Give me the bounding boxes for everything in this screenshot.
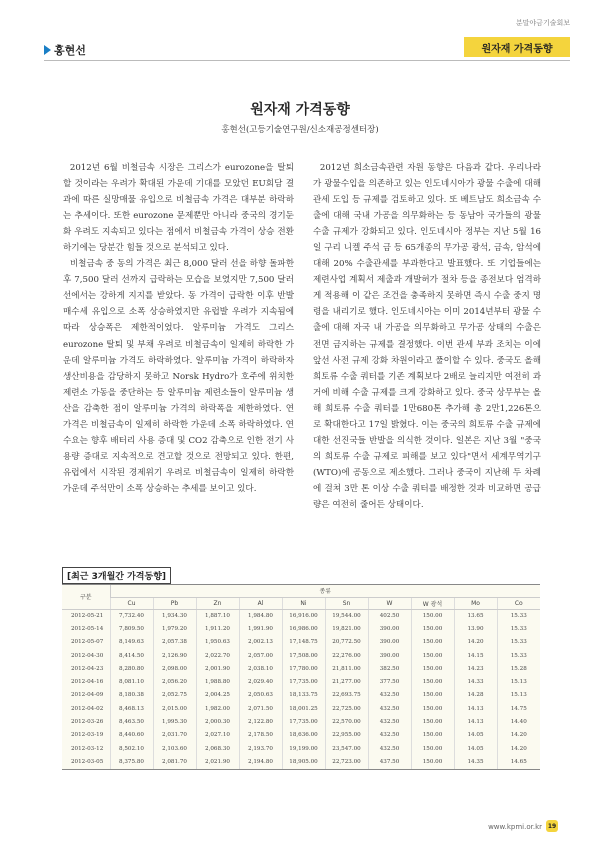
price-cell: 14.28	[454, 689, 497, 702]
price-cell: 2,027.10	[196, 729, 239, 742]
price-cell: 22,570.00	[325, 715, 368, 728]
triangle-marker-icon	[44, 45, 51, 55]
price-cell: 15.33	[497, 609, 540, 622]
price-cell: 17,780.00	[282, 662, 325, 675]
author-tag-label: 홍현선	[54, 44, 86, 57]
column-header: Cu	[110, 597, 153, 609]
price-cell: 17,508.00	[282, 649, 325, 662]
price-cell: 150.00	[411, 649, 454, 662]
price-cell: 390.00	[368, 636, 411, 649]
price-cell: 2,193.70	[239, 742, 282, 755]
table-caption: [최근 3개월간 가격동향]	[62, 567, 171, 584]
price-cell: 15.33	[497, 649, 540, 662]
price-cell: 150.00	[411, 742, 454, 755]
column-header: Al	[239, 597, 282, 609]
price-cell: 2,057.38	[153, 636, 196, 649]
price-cell: 150.00	[411, 636, 454, 649]
price-cell: 15.28	[497, 662, 540, 675]
price-cell: 16,916.00	[282, 609, 325, 622]
price-cell: 150.00	[411, 715, 454, 728]
price-cell: 20,772.50	[325, 636, 368, 649]
date-cell: 2012-03-05	[71, 758, 104, 765]
price-cell: 8,375.80	[110, 755, 153, 768]
price-cell: 2,015.00	[153, 702, 196, 715]
price-cell: 2,029.40	[239, 675, 282, 688]
table-row	[62, 742, 540, 755]
page-number: 19	[546, 820, 558, 832]
price-cell: 432.50	[368, 742, 411, 755]
price-cell: 14.33	[454, 675, 497, 688]
column-header: W	[368, 597, 411, 609]
price-cell: 8,502.10	[110, 742, 153, 755]
price-cell: 14.20	[497, 729, 540, 742]
price-cell: 16,986.00	[282, 622, 325, 635]
price-cell: 14.75	[497, 702, 540, 715]
price-cell: 8,280.80	[110, 662, 153, 675]
price-cell: 18,001.25	[282, 702, 325, 715]
price-cell: 7,732.40	[110, 609, 153, 622]
table-row	[62, 675, 540, 688]
price-cell: 390.00	[368, 649, 411, 662]
price-cell: 2,004.25	[196, 689, 239, 702]
price-cell: 150.00	[411, 609, 454, 622]
footer-url: www.kpmi.or.kr	[488, 823, 542, 831]
price-cell: 8,440.60	[110, 729, 153, 742]
price-cell: 2,001.90	[196, 662, 239, 675]
date-cell: 2012-04-30	[71, 652, 104, 659]
price-cell: 150.00	[411, 662, 454, 675]
table-row	[62, 755, 540, 768]
price-cell: 2,000.30	[196, 715, 239, 728]
price-cell: 1,982.00	[196, 702, 239, 715]
row-header: 구분	[62, 585, 110, 609]
price-cell: 432.50	[368, 715, 411, 728]
price-cell: 22,725.00	[325, 702, 368, 715]
price-cell: 15.33	[497, 636, 540, 649]
price-cell: 14.23	[454, 662, 497, 675]
price-cell: 382.50	[368, 662, 411, 675]
price-cell: 15.13	[497, 689, 540, 702]
price-cell: 8,149.63	[110, 636, 153, 649]
price-cell: 150.00	[411, 729, 454, 742]
price-table	[62, 585, 540, 769]
price-cell: 8,463.50	[110, 715, 153, 728]
price-cell: 2,071.50	[239, 702, 282, 715]
section-badge: 원자재 가격동향	[464, 37, 570, 57]
table-row	[62, 689, 540, 702]
price-cell: 22,693.75	[325, 689, 368, 702]
price-cell: 150.00	[411, 702, 454, 715]
price-cell: 23,547.00	[325, 742, 368, 755]
column-header: Pb	[153, 597, 196, 609]
price-cell: 1,991.90	[239, 622, 282, 635]
date-cell: 2012-03-12	[71, 745, 104, 752]
price-cell: 8,180.38	[110, 689, 153, 702]
price-cell: 2,194.80	[239, 755, 282, 768]
date-cell: 2012-03-26	[71, 719, 104, 726]
price-cell: 18,905.00	[282, 755, 325, 768]
table-row	[62, 649, 540, 662]
price-cell: 8,468.13	[110, 702, 153, 715]
price-cell: 15.13	[497, 675, 540, 688]
price-cell: 17,735.00	[282, 715, 325, 728]
price-cell: 15.33	[497, 622, 540, 635]
price-cell: 14.15	[454, 649, 497, 662]
price-cell: 2,056.20	[153, 675, 196, 688]
price-cell: 2,038.10	[239, 662, 282, 675]
price-cell: 14.05	[454, 729, 497, 742]
journal-name: 분말야금기술회보	[515, 19, 570, 27]
price-cell: 14.13	[454, 715, 497, 728]
paragraph: 2012년 희소금속관련 자원 동향은 다음과 같다. 우리나라가 광물수입을 의존하고 있는 인도네시아가 광물 수출에 대해 관세 도입 등 규제를 검토하고 있다. 또 베트남도 희소금속 수출에 대해 국내 가공을 의무화하는 등 동남아 국가들의 광물 수출 규제가 강화되고 있다. 인도네시아 정부는 지난 5월 16일 구리 니켈 주석 금 등 65개종의 무가공 광석, 금속, 암석에 대해 20% 수출관세를 부과한다고 발표했다. 또 기업들에는 제련사업 계획서 제출과 개발허가 절차 등을 종전보다 엄격하게 적용해 이 같은 조건을 충족하지 못하면 즉시 수출 중지 명령을 내리기로 했다. 인도네시아는 이미 2014년부터 광물 수출에 대해 자국 내 가공을 의무화하고 무가공 상태의 수출은 전면 금지하는 규제를 결정했다. 이번 관세 부과 조치는 이에 앞선 사전 규제 강화 차원이라고 풀이할 수 있다. 중국도 올해 희토류 수출 쿼터를 기존 계획보다 2배로 늘리지만 여전히 과거에 비해 수출 규제를 크게 강화하고 있다. 중국 상무부는 올해 희토류 수출 쿼터를 1만680톤 추가해 총 2만1,226톤으로 확대한다고 17일 밝혔다. 이는 중국의 희토류 수출 규제에 대한 선진국들 반발을 의식한 것이다. 일본은 지난 3월 "중국의 희토류 수출 규제로 피해를 보고 있다"면서 세계무역기구(WTO)에 공동으로 제소했다. 그러나 중국이 지난해 두 차례에 걸쳐 3만 톤 이상 수출 쿼터를 배정한 것과 비교하면 공급량은 여전히 줄어든 상태이다.	[313, 163, 541, 510]
date-cell: 2012-05-07	[71, 639, 104, 646]
column-header: Sn	[325, 597, 368, 609]
price-cell: 1,934.30	[153, 609, 196, 622]
price-cell: 21,811.00	[325, 662, 368, 675]
price-cell: 2,031.70	[153, 729, 196, 742]
table-row	[62, 609, 540, 622]
price-cell: 2,057.00	[239, 649, 282, 662]
price-cell: 150.00	[411, 675, 454, 688]
price-cell: 14.13	[454, 702, 497, 715]
price-cell: 17,735.00	[282, 675, 325, 688]
table-row	[62, 636, 540, 649]
paragraph: 2012년 6월 비철금속 시장은 그리스가 eurozone을 탈퇴할 것이라는 우려가 확대된 가운데 기대를 모았던 EU회담 결과에 따른 실망매물 유입으로 비철금속 가격은 대부분 하락하는 추세이다. 또한 eurozone 문제뿐만 아니라 중국의 경기둔화 우려도 지속되고 있다는 점에서 비철금속 가격이 상승 전환하기에는 당분간 힘들 것으로 분석되고 있다.	[63, 163, 294, 254]
price-cell: 150.00	[411, 755, 454, 768]
author-tag	[44, 42, 86, 58]
price-cell: 8,081.10	[110, 675, 153, 688]
price-cell: 18,133.75	[282, 689, 325, 702]
price-cell: 150.00	[411, 689, 454, 702]
price-cell: 22,276.00	[325, 649, 368, 662]
price-cell: 2,068.30	[196, 742, 239, 755]
price-cell: 2,103.60	[153, 742, 196, 755]
header-divider	[44, 60, 570, 61]
price-cell: 1,887.10	[196, 609, 239, 622]
price-cell: 2,098.00	[153, 662, 196, 675]
price-cell: 7,809.50	[110, 622, 153, 635]
price-cell: 2,122.80	[239, 715, 282, 728]
article-title: 원자재 가격동향	[250, 102, 350, 118]
price-cell: 14.05	[454, 742, 497, 755]
price-cell: 1,988.80	[196, 675, 239, 688]
price-cell: 2,126.90	[153, 649, 196, 662]
column-header: Zn	[196, 597, 239, 609]
price-cell: 2,021.90	[196, 755, 239, 768]
price-cell: 19,544.00	[325, 609, 368, 622]
price-table-container	[62, 584, 540, 770]
price-cell: 2,050.63	[239, 689, 282, 702]
price-cell: 432.50	[368, 689, 411, 702]
price-cell: 1,911.20	[196, 622, 239, 635]
price-cell: 402.50	[368, 609, 411, 622]
table-row	[62, 662, 540, 675]
date-cell: 2012-04-23	[71, 665, 104, 672]
price-cell: 2,052.75	[153, 689, 196, 702]
left-column	[63, 160, 294, 497]
price-cell: 432.50	[368, 729, 411, 742]
price-cell: 2,081.70	[153, 755, 196, 768]
price-cell: 14.20	[497, 742, 540, 755]
price-cell: 1,984.80	[239, 609, 282, 622]
price-cell: 14.35	[454, 755, 497, 768]
table-row	[62, 702, 540, 715]
price-cell: 19,199.00	[282, 742, 325, 755]
price-cell: 22,723.00	[325, 755, 368, 768]
price-cell: 13.65	[454, 609, 497, 622]
column-header: Co	[497, 597, 540, 609]
price-cell: 14.65	[497, 755, 540, 768]
table-row	[62, 715, 540, 728]
date-cell: 2012-04-09	[71, 692, 104, 699]
price-cell: 2,022.70	[196, 649, 239, 662]
price-cell: 22,955.00	[325, 729, 368, 742]
table-row	[62, 729, 540, 742]
column-header: W 광석	[411, 597, 454, 609]
date-cell: 2012-05-14	[71, 625, 104, 632]
date-cell: 2012-04-16	[71, 679, 104, 686]
column-header: Mo	[454, 597, 497, 609]
price-cell: 18,636.00	[282, 729, 325, 742]
right-column	[313, 160, 541, 513]
date-cell: 2012-05-21	[71, 612, 104, 619]
group-header: 종류	[110, 585, 540, 597]
price-cell: 2,178.50	[239, 729, 282, 742]
price-cell: 19,821.00	[325, 622, 368, 635]
price-cell: 1,995.30	[153, 715, 196, 728]
table-row	[62, 622, 540, 635]
column-header: Ni	[282, 597, 325, 609]
price-cell: 2,002.13	[239, 636, 282, 649]
date-cell: 2012-04-02	[71, 705, 104, 712]
date-cell: 2012-03-19	[71, 732, 104, 739]
price-cell: 432.50	[368, 702, 411, 715]
price-cell: 21,277.00	[325, 675, 368, 688]
price-cell: 437.50	[368, 755, 411, 768]
price-cell: 1,979.20	[153, 622, 196, 635]
price-cell: 377.50	[368, 675, 411, 688]
price-cell: 8,414.50	[110, 649, 153, 662]
price-cell: 14.40	[497, 715, 540, 728]
paragraph: 비철금속 중 동의 가격은 최근 8,000 달러 선을 하향 돌파한 후 7,500 달러 선까지 급락하는 모습을 보였지만 7,500 달러 선에서는 강하게 지지를 받았다. 동 가격이 급락한 이후 반발 매수세 유입으로 소폭 상승하였지만 유럽발 우려가 지속됨에 따라 상승폭은 제한적이었다. 알루미늄 가격도 그리스 eurozone 탈퇴 및 부채 우려로 비철금속이 일제히 하락한 가운데 알루미늄 가격도 하락하였다. 알루미늄 가격이 하락하자 생산비용을 감당하지 못하고 Norsk Hydro가 호주에 위치한 제련소 가동을 중단하는 등 알루미늄 제련소들이 알루미늄 생산을 감축한 점이 알루미늄 가격의 하락폭을 제한하였다. 연 가격은 비철금속이 일제히 하락한 가운데 소폭 하락하였다. 연 수요는 향후 배터리 사용 증대 및 CO2 감축으로 인한 전기 사용량 증대로 지속적으로 견고할 것으로 전망되고 있다. 한편, 유럽에서 시작된 경제위기 우려로 비철금속이 일제히 하락한 가운데 주석만이 소폭 상승하는 추세를 보이고 있다.	[63, 259, 294, 494]
price-cell: 17,148.75	[282, 636, 325, 649]
price-cell: 150.00	[411, 622, 454, 635]
price-cell: 14.20	[454, 636, 497, 649]
price-cell: 1,950.63	[196, 636, 239, 649]
price-cell: 13.90	[454, 622, 497, 635]
article-byline: 홍현선(고등기술연구원/신소재공정센터장)	[221, 125, 379, 135]
price-cell: 390.00	[368, 622, 411, 635]
